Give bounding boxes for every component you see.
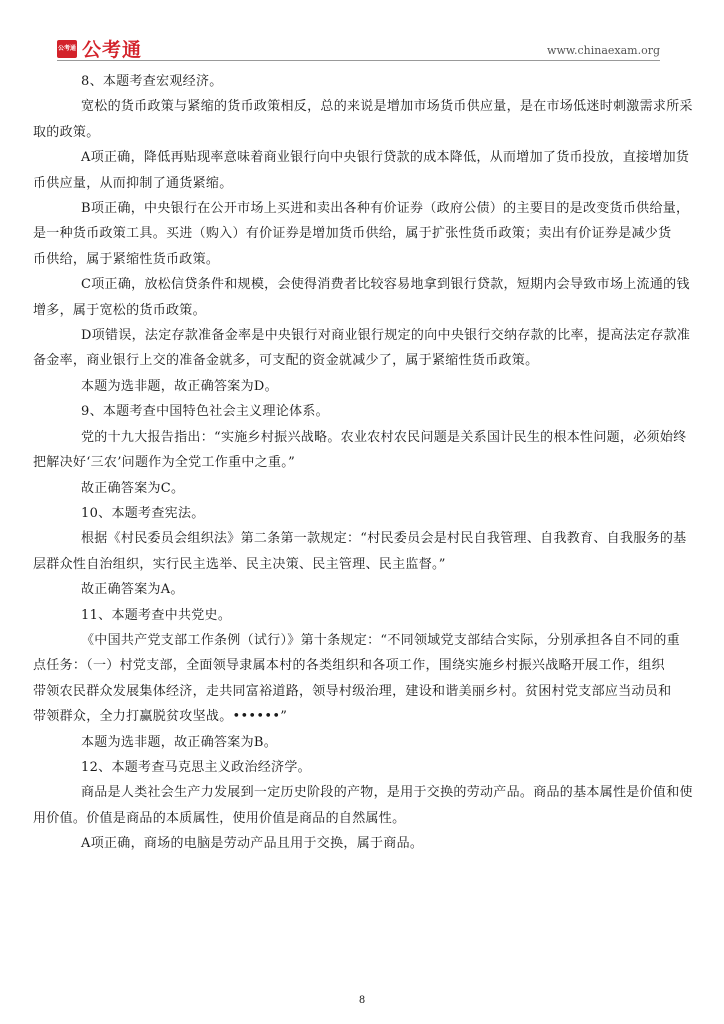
paragraph xyxy=(33,425,687,476)
text-line: 币供给，属于紧缩性货币政策。 xyxy=(33,251,220,267)
site-url[interactable]: www.chinaexam.org xyxy=(547,44,660,57)
text-line: 故正确答案为A。 xyxy=(81,582,184,598)
paragraph xyxy=(33,145,690,196)
text-line: 是一种货币政策工具。买进（购入）有价证券是增加货币供给，属于扩张性货币政策；卖出有价证券是减少货 xyxy=(33,226,672,242)
paragraph xyxy=(57,69,667,94)
text-line: 币供应量，从而抑制了通货紧缩。 xyxy=(33,175,233,191)
paragraph xyxy=(33,323,691,374)
paragraph xyxy=(33,94,693,145)
text-line: C项正确，放松信贷条件和规模，会使得消费者比较容易地拿到银行贷款，短期内会导致市场上流通的钱 xyxy=(81,277,690,293)
text-line: 党的十九大报告指出：“实施乡村振兴战略。农业农村农民问题是关系国计民生的根本性问题，必须始终 xyxy=(81,429,687,445)
paragraph xyxy=(33,526,687,577)
paragraph xyxy=(57,399,667,424)
paragraph xyxy=(57,755,667,780)
text-line: 带领农民群众发展集体经济，走共同富裕道路，领导村级治理，建设和谐美丽乡村。贫困村党支部应当动员和 xyxy=(33,683,672,699)
text-line: 增多，属于宽松的货币政策。 xyxy=(33,302,206,318)
text-line: 取的政策。 xyxy=(33,124,100,140)
text-line: 备金率，商业银行上交的准备金就多，可支配的资金就减少了，属于紧缩性货币政策。 xyxy=(33,353,539,369)
page-header xyxy=(0,0,724,62)
text-line: 9、本题考查中国特色社会主义理论体系。 xyxy=(81,404,329,420)
logo-badge-icon: 公考通 xyxy=(57,40,77,58)
paragraph xyxy=(57,603,667,628)
page-number: 8 xyxy=(358,995,366,1006)
text-line: B项正确，中央银行在公开市场上买进和卖出各种有价证券（政府公债）的主要目的是改变货币供给量， xyxy=(81,201,690,217)
text-line: 层群众性自治组织，实行民主选举、民主决策、民主管理、民主监督。” xyxy=(33,556,446,572)
header-divider xyxy=(57,60,660,61)
brand-logo[interactable] xyxy=(57,35,142,62)
text-line: 本题为选非题，故正确答案为D。 xyxy=(81,378,278,394)
text-line: 10、本题考查宪法。 xyxy=(81,505,205,521)
text-line: 故正确答案为C。 xyxy=(81,480,185,496)
text-line: 宽松的货币政策与紧缩的货币政策相反，总的来说是增加市场货币供应量，是在市场低迷时刺激需求所采 xyxy=(81,99,693,115)
document-body xyxy=(33,69,693,857)
text-line: 根据《村民委员会组织法》第二条第一款规定：“村民委员会是村民自我管理、自我教育、自我服务的基 xyxy=(81,531,687,547)
paragraph xyxy=(57,730,667,755)
text-line: 11、本题考查中共党史。 xyxy=(81,607,232,623)
text-line: 把解决好‘三农’问题作为全党工作重中之重。” xyxy=(33,455,296,471)
text-line: 本题为选非题，故正确答案为B。 xyxy=(81,734,278,750)
paragraph xyxy=(33,272,690,323)
text-line: 商品是人类社会生产力发展到一定历史阶段的产物，是用于交换的劳动产品。商品的基本属性是价值和使 xyxy=(81,785,693,801)
paragraph xyxy=(57,577,667,602)
text-line: 用价值。价值是商品的本质属性，使用价值是商品的自然属性。 xyxy=(33,810,406,826)
text-line: 12、本题考查马克思主义政治经济学。 xyxy=(81,759,311,775)
paragraph xyxy=(33,196,690,272)
paragraph xyxy=(57,476,667,501)
paragraph xyxy=(57,501,667,526)
text-line: 8、本题考查宏观经济。 xyxy=(81,74,223,89)
paragraph xyxy=(33,628,680,730)
text-line: 点任务：（一）村党支部，全面领导隶属本村的各类组织和各项工作，围绕实施乡村振兴战略开展工作，组织 xyxy=(33,658,665,674)
text-line: 带领群众，全力打赢脱贫攻坚战。••••••” xyxy=(33,709,288,725)
logo-text: 公考通 xyxy=(82,39,143,61)
paragraph xyxy=(57,374,667,399)
text-line: 《中国共产党支部工作条例（试行）》第十条规定：“不同领域党支部结合实际，分别承担各自不同的重 xyxy=(81,632,680,648)
text-line: A项正确，商场的电脑是劳动产品且用于交换，属于商品。 xyxy=(81,836,424,852)
paragraph xyxy=(57,831,667,856)
text-line: D项错误，法定存款准备金率是中央银行对商业银行规定的向中央银行交纳存款的比率，提高法定存款准 xyxy=(81,328,691,344)
text-line: A项正确，降低再贴现率意味着商业银行向中央银行贷款的成本降低，从而增加了货币投放，直接增加货 xyxy=(81,150,690,166)
paragraph xyxy=(33,780,693,831)
